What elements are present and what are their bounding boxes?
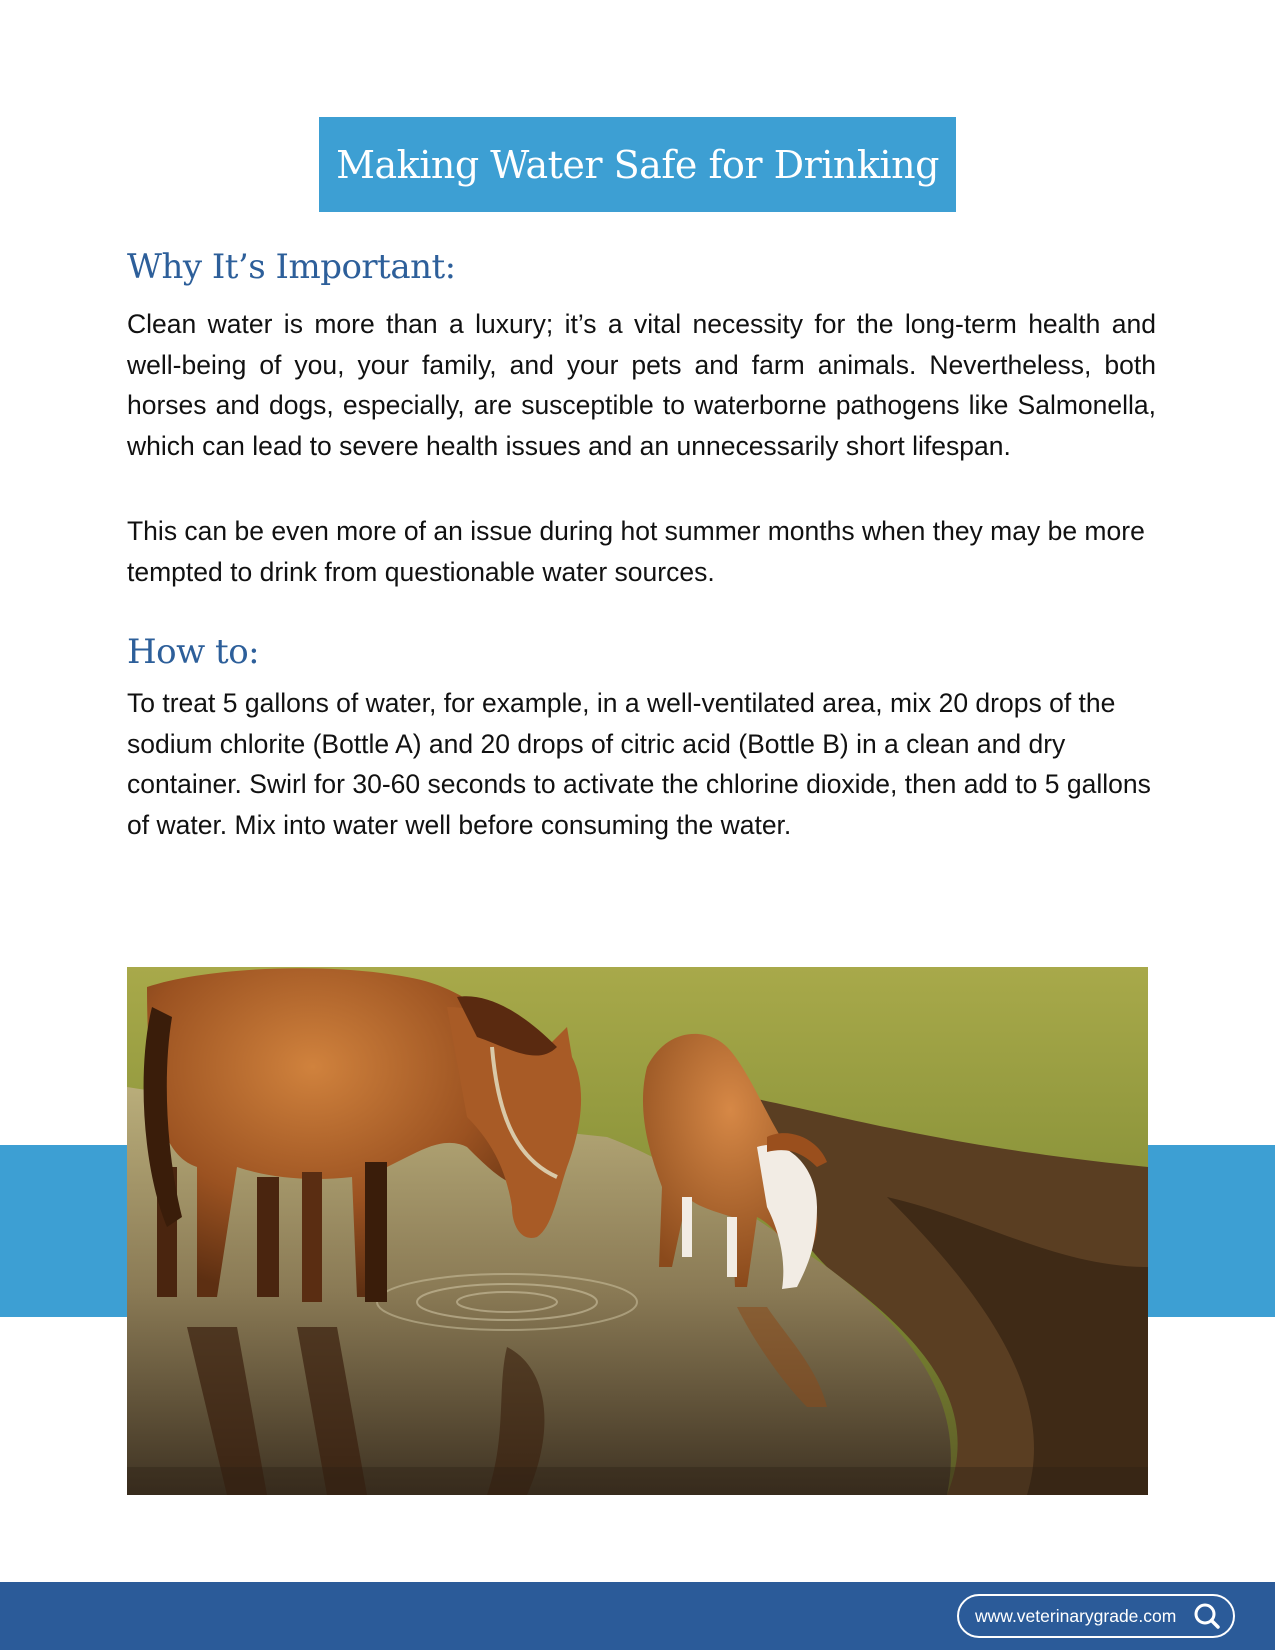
horse-dog-photo	[127, 967, 1148, 1495]
title-banner	[319, 117, 956, 212]
website-url: www.veterinarygrade.com	[975, 1605, 1177, 1626]
importance-paragraph-1: Clean water is more than a luxury; it’s a vital necessity for the long-term health and well-being of you, your family, and your pets and farm animals. Nevertheless, both horses and dogs, especially, are susceptible to waterborne pathogens like Salmonella, which can lead to severe health issues and an unnecessarily short lifespan.	[127, 309, 1156, 461]
page-title: Making Water Safe for Drinking	[336, 142, 939, 187]
section-heading-importance: Why It’s Important:	[127, 247, 456, 287]
importance-paragraph-2: This can be even more of an issue during hot summer months when they may be more tempted to drink from questionable water sources.	[127, 516, 1145, 587]
website-link[interactable]	[957, 1594, 1235, 1638]
search-icon	[1193, 1602, 1221, 1630]
section-heading-how-to: How to:	[127, 632, 260, 672]
how-to-paragraph: To treat 5 gallons of water, for example, in a well-ventilated area, mix 20 drops of the sodium chlorite (Bottle A) and 20 drops of citric acid (Bottle B) in a clean and dry container. Swirl for 30-60 seconds to activate the chlorine dioxide, then add to 5 gallons of water. Mix into water well before consuming the water.	[127, 688, 1151, 840]
